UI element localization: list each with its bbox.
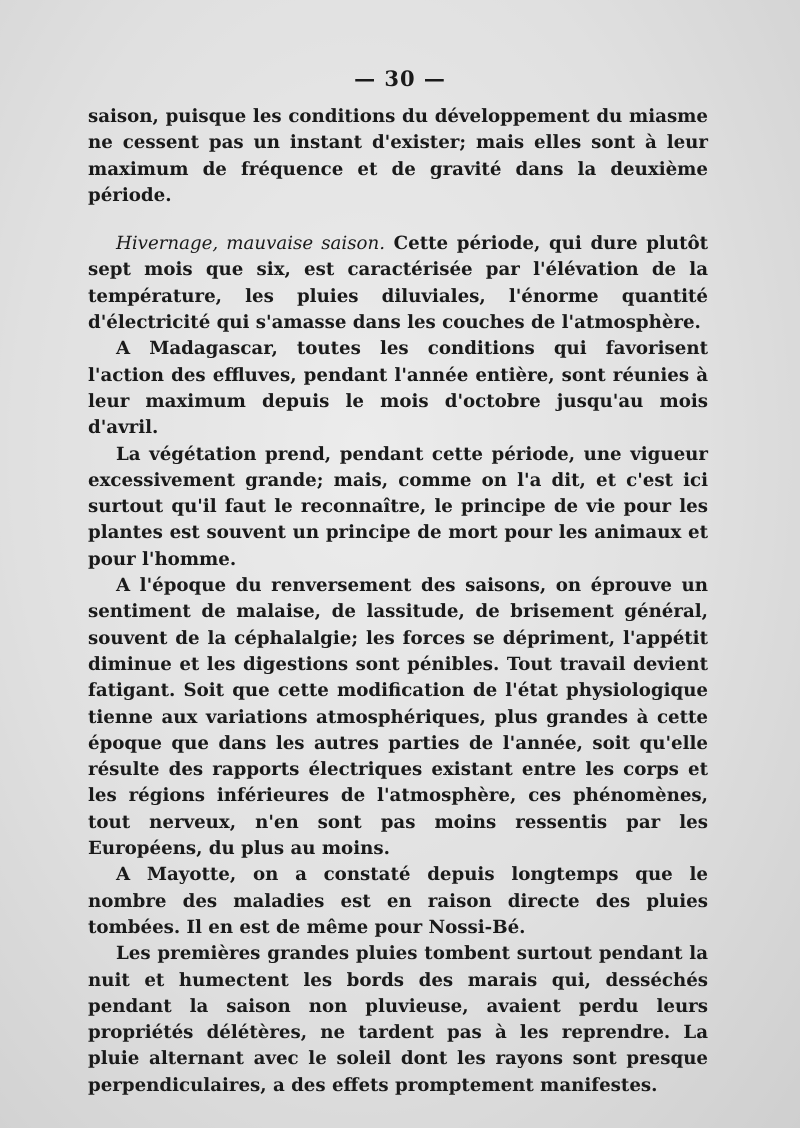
paragraph-5: A l'époque du renversement des saisons, on éprouve un sentiment de malaise, de lassitude, de brisement général, souvent de la céphalalgie; les forces se dépriment, l'appétit diminue et les digestions sont pénibles. Tout travail devient fatigant. Soit que cette modification de l'état physiologique tienne aux variations atmosphériques, plus grandes à cette époque que dans les autres parties de l'année, soit qu'elle résulte des rapports électriques existant entre les corps et les régions inférieures de l'atmosphère, ces phénomènes, tout nerveux, n'en sont pas moins ressentis par les Européens, du plus au moins. [88, 575, 708, 860]
section-heading: Hivernage, mauvaise saison. [116, 233, 385, 255]
paragraph-6: A Mayotte, on a constaté depuis longtemps que le nombre des maladies est en raison directe des pluies tombées. Il en est de même pour Nossi-Bé. [88, 864, 708, 938]
paragraph-3: A Madagascar, toutes les conditions qui favorisent l'action des effluves, pendant l'année entière, sont réunies à leur maximum depuis le mois d'octobre jusqu'au mois d'avril. [88, 338, 708, 439]
paragraph-7: Les premières grandes pluies tombent surtout pendant la nuit et humectent les bords des marais qui, desséchés pendant la saison non pluvieuse, avaient perdu leurs propriétés délétères, ne tardent pas à les reprendre. La pluie alternant avec le soleil dont les rayons sont presque perpendiculaires, a des effets promptement manifestes. [88, 943, 708, 1096]
page-body [88, 104, 708, 1099]
paragraph-4: La végétation prend, pendant cette période, une vigueur excessivement grande; mais, comme on l'a dit, et c'est ici surtout qu'il faut le reconnaître, le principe de vie pour les plantes est souvent un principe de mort pour les animaux et pour l'homme. [88, 443, 708, 570]
paragraph-2-text: Cette période, qui dure plutôt sept mois que six, est caractérisée par l'élévation de la température, les pluies diluviales, l'énorme quantité d'électricité qui s'amasse dans les couches de l'atmosphère. [88, 233, 708, 334]
paragraph-1: saison, puisque les conditions du développement du miasme ne cessent pas un instant d'exister; mais elles sont à leur maximum de fréquence et de gravité dans la deuxième période. [88, 106, 708, 206]
page-number: — 30 — [354, 66, 446, 91]
paragraph-2 [88, 231, 708, 336]
